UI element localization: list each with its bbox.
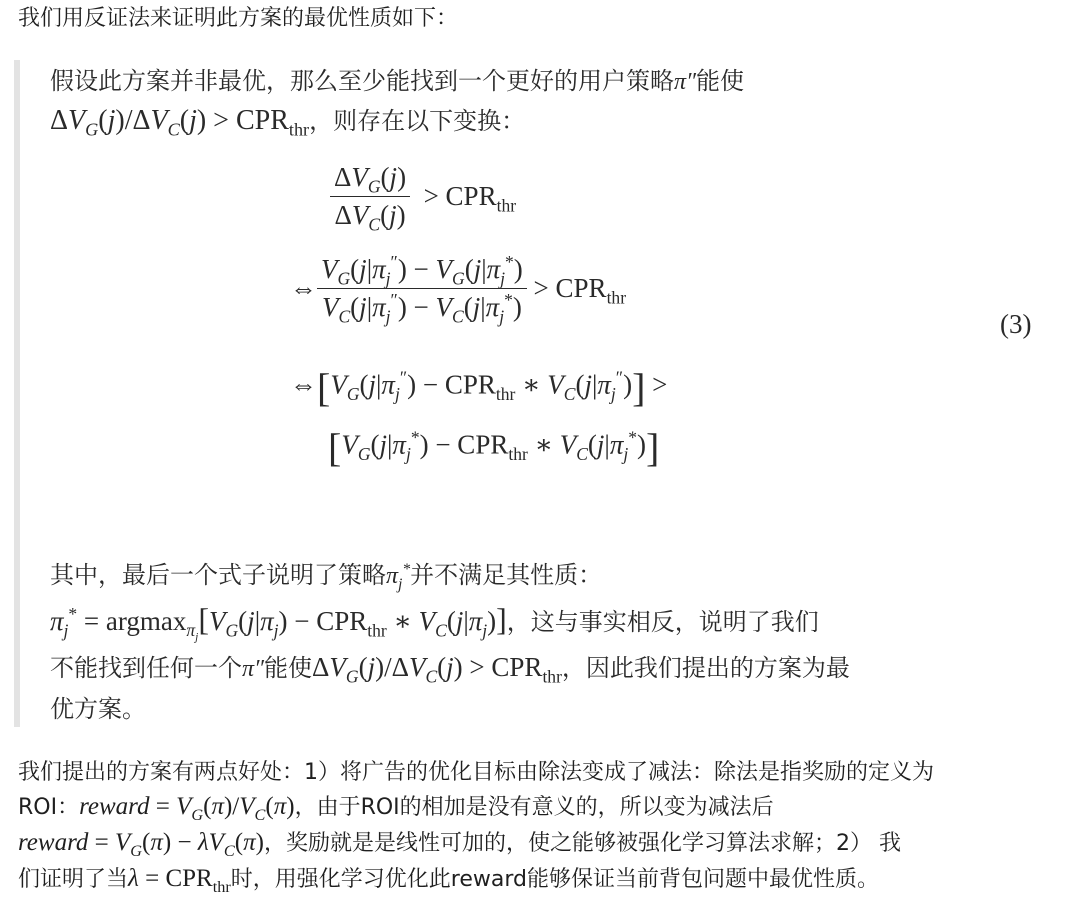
- benefits-line-2-before: ROI：: [18, 795, 80, 820]
- conclusion-line-4: [50, 690, 146, 728]
- conclusion-line-1-after: 并不满足其性质：: [410, 561, 603, 589]
- benefits-line-4: [18, 862, 879, 897]
- math-reward-ratio: reward = $V_G(\pi)/V_C(\pi)$: [79, 793, 295, 824]
- intro-paragraph: [18, 2, 458, 36]
- benefits-line-2-after: ，由于ROI的相加是没有意义的，所以变为减法后: [294, 795, 774, 820]
- math-pi-star: $\pi_j^*$: [386, 561, 411, 593]
- eq-row-2: ⇔ $\frac{V_G(j|\pi_j'') - V_G(j|\pi_j^*)}{V_C(j|\pi_j'') - V_C(j|\pi_j^*)}$ > $CPR_{thr}$: [290, 252, 627, 327]
- conclusion-line-3-before: 不能找到任何一个: [50, 654, 242, 682]
- math-lambda-eq: $\lambda = CPR_{thr}$: [128, 865, 231, 896]
- eq-row-3: $\Leftrightarrow[V_G(j|\pi_j'') - CPR_{thr}$ ∗ $V_C(j|\pi_j'')$] >: [290, 365, 668, 410]
- benefits-line-2: [18, 790, 774, 825]
- conclusion-line-3: [50, 648, 850, 688]
- math-pi-double-prime: π″: [674, 69, 697, 95]
- conclusion-line-3-after: ，因此我们提出的方案为最: [561, 654, 850, 682]
- math-pi-double-prime-2: π″: [242, 656, 265, 682]
- benefits-line-3: [18, 826, 901, 861]
- conclusion-line-1-text: 其中，最后一个式子说明了策略: [50, 561, 386, 589]
- benefits-line-4-before: 们证明了当: [18, 867, 129, 892]
- benefits-line-4-after: 时，用强化学习优化此reward能够保证当前背包问题中最优性质。: [230, 867, 879, 892]
- equation-block: [290, 162, 810, 492]
- equation-number: (3): [1000, 309, 1032, 339]
- quote-line-1-after: 能使: [696, 67, 745, 95]
- conclusion-line-2: [50, 600, 819, 644]
- benefits-line-1: [18, 756, 934, 790]
- intro-text: 我们用反证法来证明此方案的最优性质如下：: [18, 6, 459, 31]
- math-delta-ratio-2: $\Delta V_G(j)/\Delta V_C(j) > CPR_{thr}$: [312, 652, 562, 687]
- benefits-line-1-text: 我们提出的方案有两点好处：1）将广告的优化目标由除法变成了减法：除法是指奖励的定义为: [18, 760, 935, 785]
- math-reward-diff: reward = $V_G(\pi) - \lambda V_C(\pi)$: [18, 829, 264, 860]
- blockquote-bar: [14, 60, 20, 727]
- quote-line-1-text: 假设此方案并非最优，那么至少能找到一个更好的用户策略: [50, 67, 674, 95]
- conclusion-line-2-after: ，这与事实相反，说明了我们: [506, 608, 819, 636]
- quote-line-2-after: ，则存在以下变换：: [309, 107, 526, 135]
- quote-line-1: [50, 62, 744, 101]
- conclusion-line-1: [50, 556, 602, 595]
- math-delta-ratio: $\Delta V_G(j)/\Delta V_C(j) > CPR_{thr}$: [50, 105, 310, 140]
- quote-line-2: [50, 102, 525, 140]
- conclusion-line-3-mid: 能使: [264, 654, 313, 682]
- eq-row-1: $\frac{\Delta V_G(j)}{\Delta V_C(j)}$ > $CPR_{thr}$: [330, 162, 516, 231]
- benefits-line-3-after: ，奖励就是是线性可加的，使之能够被强化学习算法求解；2） 我: [263, 831, 901, 856]
- conclusion-line-4-text: 优方案。: [50, 695, 146, 723]
- eq-row-4: [$V_G(j|\pi_j^*) - CPR_{thr}$ ∗ $V_C(j|\pi_j^*)$]: [328, 425, 660, 470]
- math-argmax: $\pi_j^* = argmax_{\pi_j}[V_G(j|\pi_j) - CPR_{thr}$ ∗ $V_C(j|\pi_j)$]: [50, 601, 507, 644]
